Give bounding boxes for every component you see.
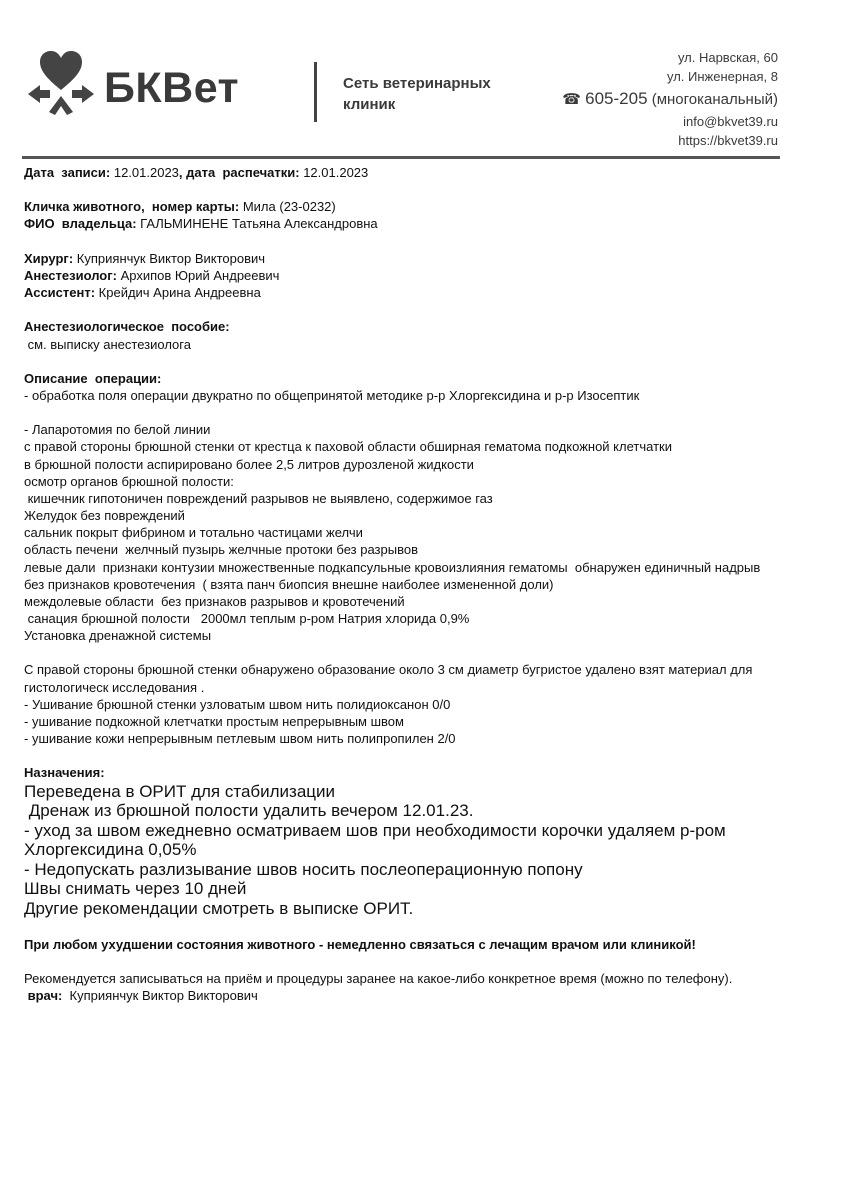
field-label: Хирург:: [24, 250, 74, 266]
field-value: С правой стороны брюшной стенки обнаружено образование около 3 см диаметр бугристое удалено взят материал для: [24, 662, 753, 678]
text-line: [24, 198, 824, 215]
field-label: Анестезиолог:: [24, 267, 117, 283]
field-value: Куприянчук Виктор Викторович: [73, 250, 266, 266]
letterhead: [0, 0, 852, 160]
text-line: [24, 456, 824, 473]
text-line: [24, 507, 824, 524]
field-value: 12.01.2023: [110, 165, 179, 180]
field-value: Желудок без повреждений: [24, 508, 185, 524]
field-value: без признаков кровотечения ( взята панч биопсия внешне наиболее измененной доли): [24, 576, 554, 592]
field-label: врач:: [24, 988, 63, 1004]
text-line: [24, 336, 824, 353]
field-value: - ушивание кожи непрерывным петлевым швом нить полипропилен 2/0: [24, 731, 456, 747]
text-line: [24, 524, 824, 541]
field-label: Описание операции:: [24, 370, 162, 386]
field-value: Рекомендуется записываться на приём и процедуры заранее на какое-либо конкретное время (можно по телефону).: [24, 971, 733, 987]
text-line: [24, 593, 824, 610]
field-value: Архипов Юрий Андреевич: [116, 267, 280, 283]
field-value: - Недопускать разлизывание швов носить послеоперационную попону: [24, 859, 583, 879]
field-value: осмотр органов брюшной полости:: [24, 473, 234, 489]
text-line: [24, 879, 824, 899]
field-value: Швы снимать через 10 дней: [24, 879, 247, 899]
text-line: [24, 821, 824, 841]
text-line: [24, 250, 824, 267]
field-value: Другие рекомендации смотреть в выписке ОРИТ.: [24, 899, 414, 919]
tagline-line-2: клиник: [343, 96, 396, 113]
field-value: - ушивание подкожной клетчатки простым непрерывным швом: [24, 713, 404, 729]
text-line: [24, 387, 824, 404]
text-line: [24, 860, 824, 880]
blank-line: [24, 233, 824, 250]
text-line: [24, 730, 824, 747]
blank-line: [24, 747, 824, 764]
field-value: Установка дренажной системы: [24, 628, 212, 644]
address-2: ул. Инженерная, 8: [666, 69, 778, 84]
text-line: [24, 782, 824, 802]
phone-note: (многоканальный): [651, 91, 778, 108]
field-value: с правой стороны брюшной стенки от крестца к паховой области обширная гематома подкожной клетчатки: [24, 439, 672, 455]
text-line: [24, 679, 824, 696]
tagline: [343, 73, 491, 115]
field-label: Дата записи:: [24, 165, 111, 180]
text-line: [24, 490, 824, 507]
field-value: санация брюшной полости 2000мл теплым р-ром Натрия хлорида 0,9%: [24, 610, 470, 626]
text-line: [24, 541, 824, 558]
text-line: [24, 284, 824, 301]
field-label: , дата распечатки:: [178, 165, 300, 180]
website: https://bkvet39.ru: [678, 133, 778, 148]
brand-name: БКВет: [104, 64, 240, 112]
document-body: [24, 164, 824, 1004]
email: info@bkvet39.ru: [683, 114, 778, 129]
text-line: [24, 987, 824, 1004]
text-line: [24, 370, 824, 387]
field-value: область печени желчный пузырь желчные протоки без разрывов: [24, 542, 418, 558]
field-value: ГАЛЬМИНЕНЕ Татьяна Александровна: [136, 216, 378, 232]
field-label: ФИО владельца:: [24, 216, 137, 232]
address-1: ул. Нарвская, 60: [677, 50, 778, 65]
text-line: [24, 438, 824, 455]
text-line: [24, 899, 824, 919]
field-value: Переведена в ОРИТ для стабилизации: [24, 781, 336, 801]
field-value: Крейдич Арина Андреевна: [95, 285, 261, 301]
header-rule: [22, 156, 780, 159]
blank-line: [24, 181, 824, 198]
phone: [562, 86, 778, 112]
text-line: [24, 713, 824, 730]
text-line: [24, 164, 824, 181]
text-line: [24, 318, 824, 335]
field-value: - Лапаротомия по белой линии: [24, 422, 211, 438]
telephone-icon: ☎: [562, 91, 581, 108]
text-line: [24, 627, 824, 644]
blank-line: [24, 301, 824, 318]
field-label: Назначения:: [24, 765, 105, 781]
field-value: кишечник гипотоничен повреждений разрывов не выявлено, содержимое газ: [24, 490, 493, 506]
divider: [314, 62, 317, 122]
clinic-logo-icon: [26, 50, 96, 116]
text-line: [24, 473, 824, 490]
field-value: см. выписку анестезиолога: [24, 336, 191, 352]
text-line: [24, 610, 824, 627]
text-line: [24, 970, 824, 987]
text-line: [24, 267, 824, 284]
text-line: [24, 576, 824, 593]
field-value: гистологическ исследования .: [24, 679, 205, 695]
text-line: [24, 801, 824, 821]
text-line: [24, 421, 824, 438]
field-value: Дренаж из брюшной полости удалить вечером 12.01.23.: [24, 801, 474, 821]
text-line: [24, 696, 824, 713]
blank-line: [24, 644, 824, 661]
blank-line: [24, 953, 824, 970]
text-line: [24, 661, 824, 678]
tagline-line-1: Сеть ветеринарных: [343, 75, 491, 92]
contacts: [562, 48, 778, 150]
field-value: Мила (23-0232): [239, 199, 336, 215]
text-line: [24, 936, 824, 953]
field-label: Ассистент:: [24, 285, 96, 301]
text-line: [24, 764, 824, 781]
field-value: - обработка поля операции двукратно по общепринятой методике р-р Хлоргексидина и р-р Изосептик: [24, 387, 640, 403]
phone-number: 605-205: [585, 89, 648, 108]
text-line: [24, 215, 824, 232]
field-value: 12.01.2023: [299, 165, 369, 180]
field-value: Хлоргексидина 0,05%: [24, 840, 197, 860]
field-value: в брюшной полости аспирировано более 2,5 литров дурозленой жидкости: [24, 456, 474, 472]
blank-line: [24, 404, 824, 421]
field-label: Кличка животного, номер карты:: [24, 199, 240, 215]
field-value: - уход за швом ежедневно осматриваем шов при необходимости корочки удаляем р-ром: [24, 820, 726, 840]
field-value: сальник покрыт фибрином и тотально частицами желчи: [24, 525, 363, 541]
field-value: - Ушивание брюшной стенки узловатым швом нить полидиоксанон 0/0: [24, 696, 451, 712]
field-label: Анестезиологическое пособие:: [24, 319, 230, 335]
text-line: [24, 840, 824, 860]
blank-line: [24, 919, 824, 936]
field-label: При любом ухудшении состояния животного - немедленно связаться с лечащим врачом или клиникой!: [24, 936, 696, 952]
field-value: левые дали признаки контузии множественные подкапсульные кровоизлияния гематомы обнаружен единичный надрыв: [24, 559, 761, 575]
field-value: Куприянчук Виктор Викторович: [62, 988, 258, 1004]
blank-line: [24, 353, 824, 370]
field-value: междолевые области без признаков разрывов и кровотечений: [24, 593, 405, 609]
text-line: [24, 559, 824, 576]
